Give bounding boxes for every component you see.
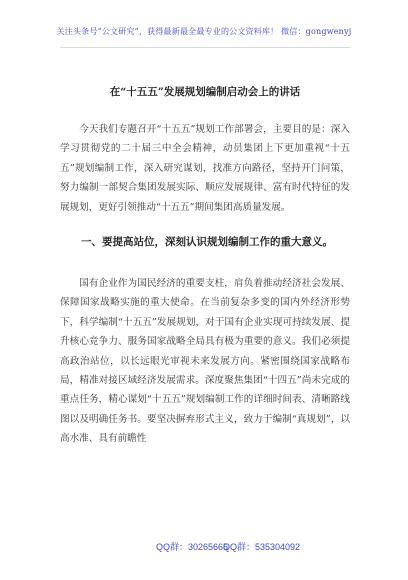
footer [0, 540, 408, 554]
header-note: 关注头条号“公文研究”，获得最新最全最专业的公文资料库！ 微信：gongwenyj [56, 27, 352, 36]
footer-qq-group-2: QQ群：535304092 [223, 542, 301, 552]
body-paragraph-intro: 今天我们专题召开“十五五”规划工作部署会，主要目的是：深入学习贯彻党的二十届三中全会精神，动员集团上下更加重视“十五五”规划编制工作，深入研究谋划，找准方向路径，坚持开门问策，努力编制一部契合集团发展实际、顺应发展规律、富有时代特征的发展规划，更好引领推动“十五五”期间集团高质量发展。 [60, 124, 350, 213]
footer-qq-group-1: QQ群：30265665 [156, 542, 229, 552]
header-divider [60, 47, 350, 48]
document-title: 在“十五五”发展规划编制启动会上的讲话 [109, 86, 301, 98]
body-paragraph-section-1: 国有企业作为国民经济的重要支柱，肩负着推动经济社会发展、保障国家战略实施的重大使命。在当前复杂多变的国内外经济形势下，科学编制“十五五”发展规划，对于国有企业实现可持续发展、提升核心竞争力、服务国家战略全局具有极为重要的意义。我们必须提高政治站位，以长远眼光审视未来发展方向。紧密围绕国家战略布局，精准对接区域经济发展需求。深度聚焦集团“十四五”尚未完成的重点任务，精心谋划“十五五”规划编制工作的详细时间表、清晰路线图以及明确任务书。要坚决摒弃形式主义，致力于编制“真规划”，以高水准、具有前瞻性 [60, 278, 350, 445]
section-heading-1: 一、要提高站位，深刻认识规划编制工作的重大意义。 [81, 236, 333, 248]
